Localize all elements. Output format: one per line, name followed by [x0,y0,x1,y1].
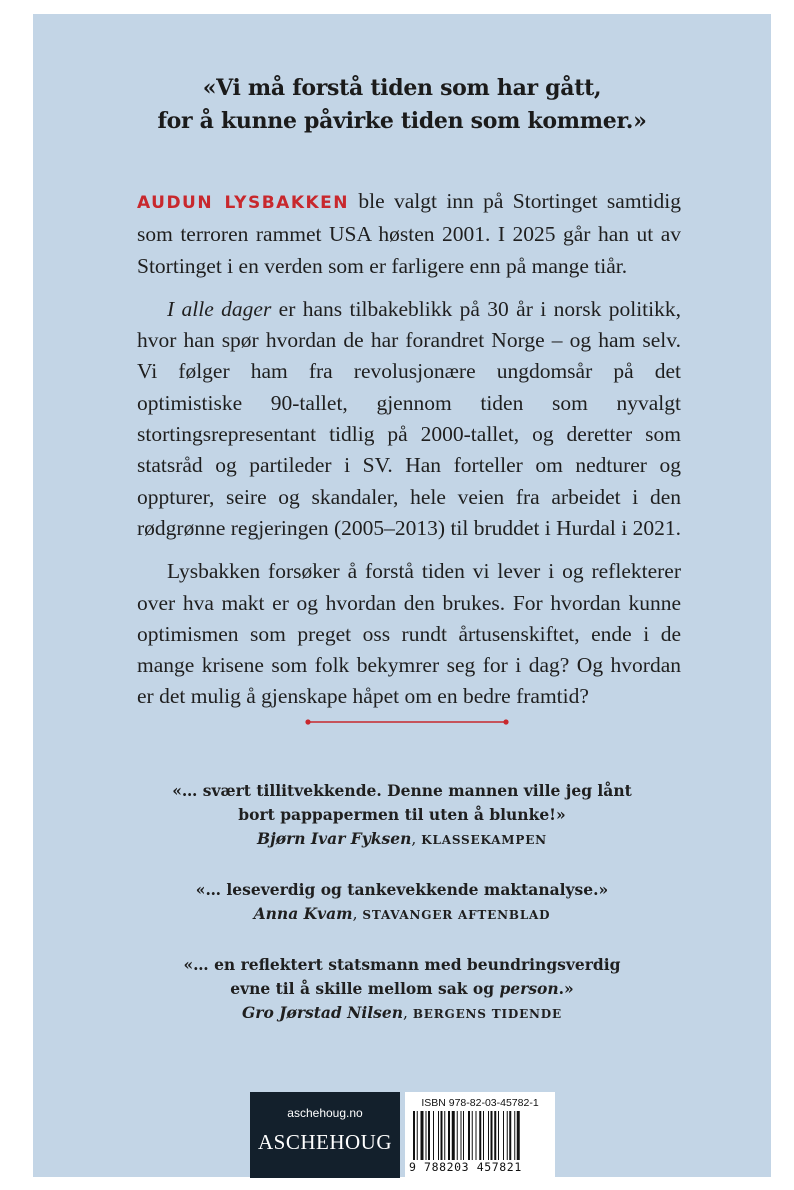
publication-name: STAVANGER AFTENBLAD [362,908,551,922]
barcode-bar [441,1111,443,1167]
isbn-barcode [405,1092,555,1178]
barcode-bar [468,1111,470,1167]
barcode-bar [514,1111,515,1167]
barcode-bar [517,1111,520,1167]
blurb-paragraph-2-text: er hans tilbakeblikk på 30 år i norsk politikk, hvor han spør hvordan de har forandret Norge – og ham selv. Vi følger ham fra revolusjonære ungdomsår på det optimistiske 90-tallet, gjennom tiden som nyvalgt stortingsrepresentant tidlig på 2000-tallet, og deretter som statsråd og partileder i SV. Han forteller om nedturer og oppturer, seire og skandaler, hele veien fra arbeidet i den rødgrønne regjeringen (2005–2013) til bruddet i Hurdal i 2021. [137,296,682,540]
book-title: I alle dager [167,296,272,321]
barcode-bar [457,1111,458,1167]
review-source: Anna Kvam, STAVANGER AFTENBLAD [253,904,551,923]
review-quotes [33,779,771,1052]
publisher-badge [250,1092,400,1178]
barcode-bar [461,1111,462,1167]
barcode-bar [438,1111,439,1167]
barcode-bar [494,1111,496,1167]
review-quote-line: «… en reflektert statsmann med beundringsverdig [183,955,621,974]
review-quote-fragment: evne til å skille mellom sak og [230,979,500,998]
publisher-logo: ASCHEHOUG [257,1130,392,1154]
review-quote-line: «… leseverdig og tankevekkende maktanalyse.» [195,880,609,899]
publication-name: KLASSEKAMPEN [421,833,547,847]
review-quote [33,878,771,927]
barcode-bar [452,1111,455,1167]
barcode-bar [426,1111,427,1167]
barcode-bar [509,1111,511,1167]
review-quote-text [33,878,771,902]
barcode-bar [413,1111,415,1167]
barcode-bar [498,1111,499,1167]
barcode-bar [448,1111,450,1167]
barcode-bar [463,1111,464,1167]
review-quote [33,779,771,852]
review-quote-fragment: .» [558,979,574,998]
review-quote [33,953,771,1026]
barcode-bar [444,1111,445,1167]
reviewer-name: Anna Kvam [253,904,353,923]
blurb-paragraph-1-text: ble valgt inn på Stortinget samtidig som terroren rammet USA høsten 2001. I 2025 går han ut av Stortinget i en verden som er farligere enn på mange tiår. [137,189,681,278]
review-quote-line: «… svært tillitvekkende. Denne mannen ville jeg lånt [172,781,632,800]
review-quote-line [33,977,771,1001]
barcode-bar [428,1111,430,1167]
barcode-bar [479,1111,481,1167]
blurb-text [137,186,681,725]
ornament-divider [305,719,509,725]
headline-line-1: «Vi må forstå tiden som har gått, [202,75,602,101]
review-quote-line: bort pappapermen til uten å blunke!» [238,805,566,824]
review-source: Gro Jørstad Nilsen, BERGENS TIDENDE [242,1003,562,1022]
barcode-bar [472,1111,473,1167]
publication-name: BERGENS TIDENDE [412,1007,562,1021]
blurb-paragraph-2 [137,294,681,544]
blurb-paragraph-3: Lysbakken forsøker å forstå tiden vi lever i og reflekterer over hva makt er og hvordan den brukes. For hvordan kunne optimismen som preget oss rundt årtusenskiftet, ende i de mange krisene som folk bekymrer seg for i dag? Og hvordan er det mulig å gjenskape håpet om en bedre framtid? [137,559,681,709]
publisher-url: aschehoug.no [287,1106,363,1120]
author-name: AUDUN LYSBAKKEN [137,193,350,213]
blurb-paragraph-1 [137,186,681,282]
barcode-bar [417,1111,418,1167]
barcode-number: 9 788203 457821 [409,1160,551,1174]
review-quote-text [33,953,771,1001]
barcode-bar [433,1111,434,1167]
headline-line-2: for å kunne påvirke tiden som kommer.» [157,108,647,134]
barcode-icon [413,1111,547,1167]
barcode-bar [476,1111,477,1167]
review-quote-text [33,779,771,827]
barcode-bar [491,1111,493,1167]
barcode-bar [483,1111,484,1167]
barcode-bar [503,1111,504,1167]
barcode-bar [507,1111,508,1167]
reviewer-name: Gro Jørstad Nilsen [242,1003,403,1022]
reviewer-name: Bjørn Ivar Fyksen [257,829,412,848]
review-source: Bjørn Ivar Fyksen, KLASSEKAMPEN [257,829,547,848]
isbn-label: ISBN 978-82-03-45782-1 [421,1097,539,1109]
review-quote-emphasis: person [499,979,559,998]
barcode-bar [488,1111,489,1167]
headline-quote [33,72,771,138]
back-cover [33,14,771,1177]
barcode-bar [421,1111,424,1167]
